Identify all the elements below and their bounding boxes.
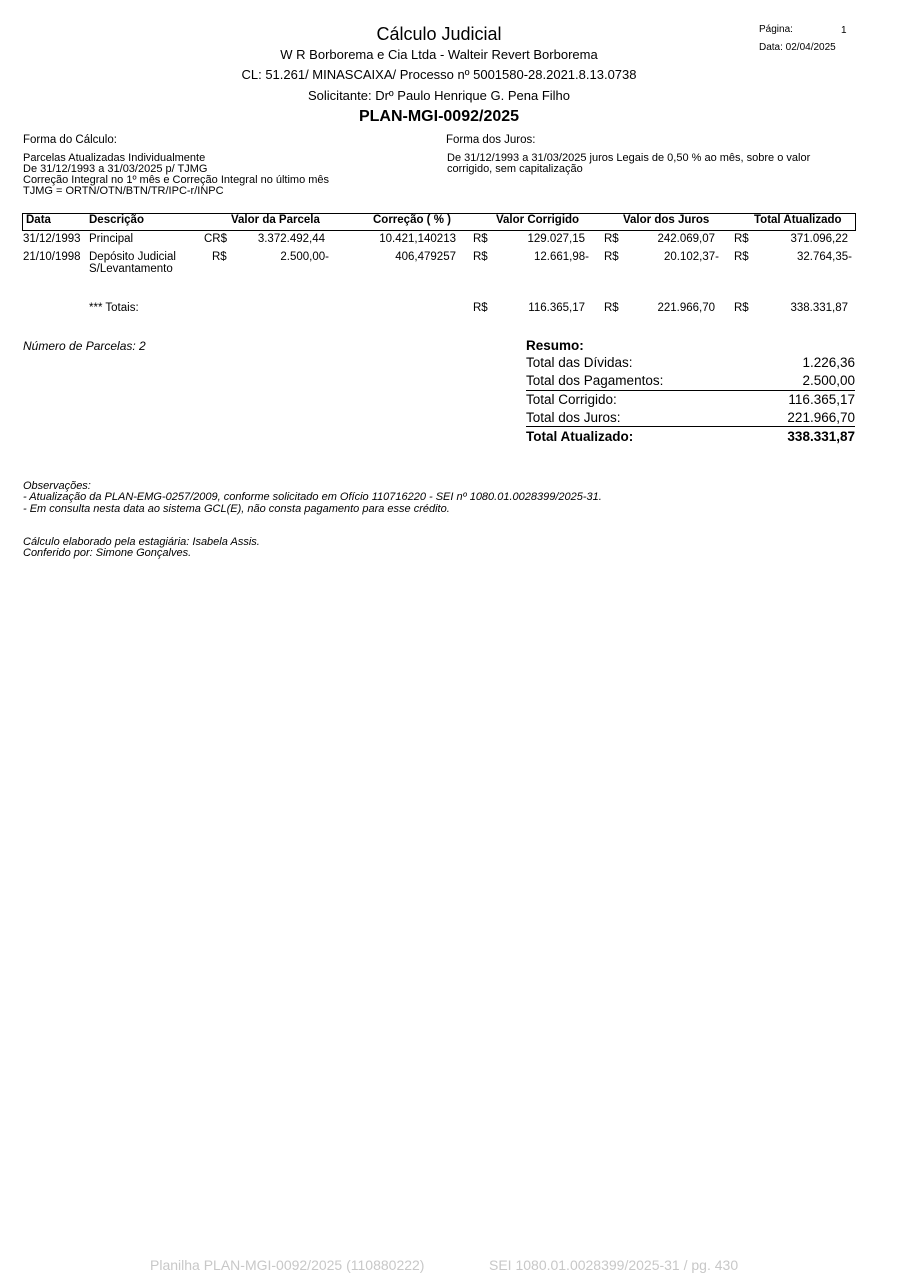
totals-label: *** Totais: — [89, 302, 139, 314]
cell-installment: 2.500,00- — [280, 251, 329, 263]
calc-form-line: Correção Integral no 1º mês e Correção Integral no último mês — [23, 174, 330, 186]
totals-interest: 221.966,70 — [657, 302, 715, 314]
cell-currency: R$ — [473, 233, 488, 245]
cell-currency: R$ — [473, 302, 488, 314]
interest-form-label: Forma dos Juros: — [446, 134, 536, 146]
cell-currency: R$ — [212, 251, 227, 263]
cell-total: 371.096,22 — [790, 233, 848, 245]
summary-label: Total Corrigido: — [526, 392, 617, 407]
col-header-description: Descrição — [89, 214, 144, 226]
notes-line: - Atualização da PLAN-EMG-0257/2009, conforme solicitado em Ofício 110716220 - SEI nº 1080.01.0028399/2025-31. — [23, 491, 602, 503]
summary-value: 2.500,00 — [802, 373, 855, 388]
cell-interest: 20.102,37- — [664, 251, 719, 263]
cell-currency: R$ — [734, 233, 749, 245]
cell-currency: R$ — [604, 233, 619, 245]
calc-form-label: Forma do Cálculo: — [23, 134, 117, 146]
interest-form-line: corrigido, sem capitalização — [447, 163, 583, 175]
summary-row — [526, 373, 855, 391]
cell-description-line2: S/Levantamento — [89, 263, 173, 275]
summary-divider — [526, 390, 855, 391]
summary-title: Resumo: — [526, 338, 584, 353]
col-header-date: Data — [26, 214, 51, 226]
cell-correction: 10.421,140213 — [379, 233, 456, 245]
calc-form-line: De 31/12/1993 a 31/03/2025 p/ TJMG — [23, 163, 208, 175]
summary-label: Total dos Juros: — [526, 410, 621, 425]
checked-by: Conferido por: Simone Gonçalves. — [23, 547, 192, 559]
parties-line: W R Borborema e Cia Ltda - Walteir Revert Borborema — [280, 47, 598, 62]
summary-value: 221.966,70 — [787, 410, 855, 425]
prepared-by: Cálculo elaborado pela estagiária: Isabela Assis. — [23, 536, 260, 548]
col-header-interest: Valor dos Juros — [623, 214, 710, 226]
cell-description: Principal — [89, 233, 134, 245]
col-header-correction: Correção ( % ) — [373, 214, 451, 226]
summary-row — [526, 355, 855, 373]
col-header-corrected: Valor Corrigido — [496, 214, 580, 226]
summary-label: Total Atualizado: — [526, 429, 634, 444]
cell-currency: R$ — [734, 302, 749, 314]
cell-currency: CR$ — [204, 233, 228, 245]
cell-currency: R$ — [604, 302, 619, 314]
document-date: Data: 02/04/2025 — [759, 42, 836, 53]
summary-total-row — [526, 429, 855, 447]
notes-line: - Em consulta nesta data ao sistema GCL(E), não consta pagamento para esse crédito. — [23, 503, 450, 515]
col-header-installment: Valor da Parcela — [231, 214, 320, 226]
cell-date: 21/10/1998 — [23, 251, 81, 263]
cell-currency: R$ — [604, 251, 619, 263]
cell-installment: 3.372.492,44 — [257, 233, 325, 245]
summary-value: 338.331,87 — [787, 429, 855, 444]
interest-form-line: De 31/12/1993 a 31/03/2025 juros Legais de 0,50 % ao mês, sobre o valor — [447, 152, 811, 164]
totals-total: 338.331,87 — [790, 302, 848, 314]
installment-count: Número de Parcelas: 2 — [23, 339, 146, 353]
footer-sheet: Planilha PLAN-MGI-0092/2025 (110880222) — [150, 1257, 425, 1273]
document-id: PLAN-MGI-0092/2025 — [358, 108, 520, 125]
cell-currency: R$ — [473, 251, 488, 263]
notes-label: Observações: — [23, 480, 91, 492]
requester-line: Solicitante: Drº Paulo Henrique G. Pena Filho — [308, 88, 570, 103]
page-number: 1 — [841, 25, 847, 36]
summary-label: Total dos Pagamentos: — [526, 373, 664, 388]
cell-currency: R$ — [734, 251, 749, 263]
totals-corrected: 116.365,17 — [528, 302, 585, 314]
cell-corrected: 12.661,98- — [534, 251, 589, 263]
page-label: Página: — [759, 24, 793, 35]
summary-value: 116.365,17 — [788, 392, 855, 407]
process-line: CL: 51.261/ MINASCAIXA/ Processo nº 5001580-28.2021.8.13.0738 — [241, 67, 637, 82]
summary-row — [526, 392, 855, 410]
col-header-total: Total Atualizado — [754, 214, 842, 226]
document-title: Cálculo Judicial — [376, 24, 502, 44]
cell-description: Depósito Judicial — [89, 251, 176, 263]
cell-correction: 406,479257 — [395, 251, 456, 263]
cell-corrected: 129.027,15 — [527, 233, 585, 245]
calc-form-line: Parcelas Atualizadas Individualmente — [23, 152, 206, 164]
calc-form-line: TJMG = ORTN/OTN/BTN/TR/IPC-r/INPC — [23, 185, 224, 197]
footer-sei: SEI 1080.01.0028399/2025-31 / pg. 430 — [489, 1257, 739, 1273]
cell-total: 32.764,35- — [797, 251, 852, 263]
summary-divider — [526, 426, 855, 427]
summary-label: Total das Dívidas: — [526, 355, 633, 370]
summary-value: 1.226,36 — [802, 355, 855, 370]
cell-date: 31/12/1993 — [23, 233, 81, 245]
cell-interest: 242.069,07 — [657, 233, 715, 245]
